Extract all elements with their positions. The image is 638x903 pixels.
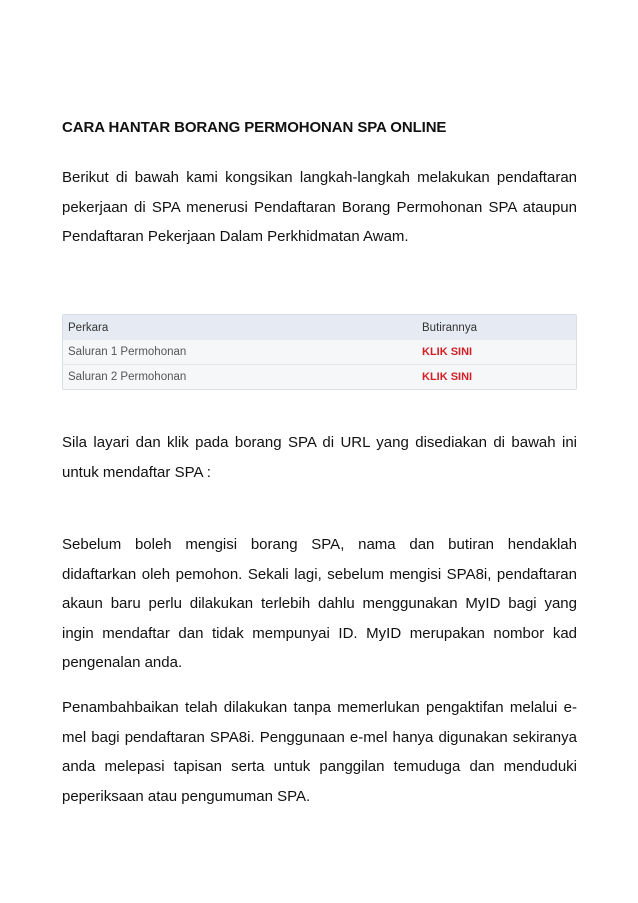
intro-paragraph: Berikut di bawah kami kongsikan langkah-langkah melakukan pendaftaran pekerjaan di SPA menerusi Pendaftaran Borang Permohonan SPA ataupun Pendaftaran Pekerjaan Dalam Perkhidmatan Awam. bbox=[62, 169, 577, 245]
table-header-perkara: Perkara bbox=[68, 321, 109, 334]
page-title: CARA HANTAR BORANG PERMOHONAN SPA ONLINE bbox=[62, 119, 447, 136]
table-header-row bbox=[63, 315, 576, 340]
application-table bbox=[62, 314, 577, 390]
instruction-paragraph: Sila layari dan klik pada borang SPA di URL yang disediakan di bawah ini untuk mendaftar SPA : bbox=[62, 434, 577, 481]
table-cell-item: Saluran 2 Permohonan bbox=[68, 371, 187, 383]
registration-paragraph: Sebelum boleh mengisi borang SPA, nama dan butiran hendaklah didaftarkan oleh pemohon. Sekali lagi, sebelum mengisi SPA8i, pendaftaran akaun baru perlu dilakukan terlebih dahlu menggunakan MyID bagi yang ingin mendaftar dan tidak mempunyai ID. MyID merupakan nombor kad pengenalan anda. bbox=[62, 536, 577, 671]
table-row bbox=[63, 340, 576, 364]
improvement-paragraph: Penambahbaikan telah dilakukan tanpa memerlukan pengaktifan melalui e-mel bagi pendaftaran SPA8i. Penggunaan e-mel hanya digunakan sekiranya anda melepasi tapisan serta untuk panggilan temuduga dan menduduki peperiksaan atau pengumuman SPA. bbox=[62, 699, 577, 805]
table-header-butirannya: Butirannya bbox=[422, 321, 477, 334]
table-row bbox=[63, 364, 576, 389]
klik-sini-link-1[interactable]: KLIK SINI bbox=[422, 346, 473, 358]
klik-sini-link-2[interactable]: KLIK SINI bbox=[422, 371, 473, 383]
table-cell-item: Saluran 1 Permohonan bbox=[68, 346, 187, 358]
